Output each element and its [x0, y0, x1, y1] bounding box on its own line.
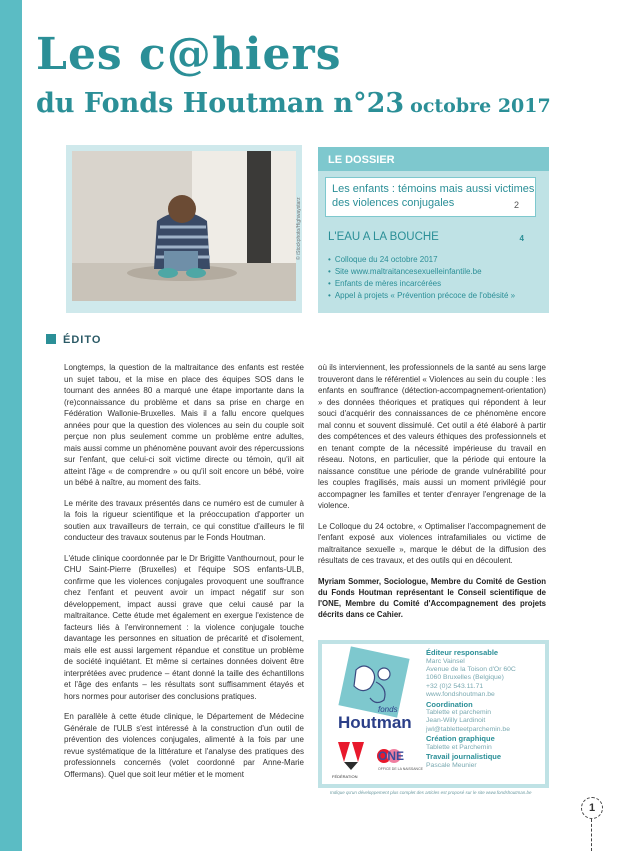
logo-one-text: ONE	[378, 749, 405, 763]
editor-heading: Éditeur responsable	[426, 648, 499, 657]
editor-line: 1060 Bruxelles (Belgique)	[426, 674, 504, 682]
editor-line: Marc Vainsel	[426, 657, 465, 665]
logo-houtman-text: Houtman	[338, 713, 412, 732]
cover-photo-frame	[66, 145, 302, 313]
toc-item[interactable]: • Appel à projets « Prévention précoce de l'obésité »	[328, 290, 543, 302]
credits-box	[318, 640, 549, 788]
edito-signature: Myriam Sommer, Sociologue, Membre du Comité de Gestion du Fonds Houtman représentant le Conseil scientifique de l'ONE, Membre du Comité d'Accompagnement des projets décrits dans ce Cahier.	[318, 576, 546, 619]
editor-website-link[interactable]: www.fondshoutman.be	[426, 691, 495, 699]
credit-text	[426, 648, 546, 770]
cover-photo	[72, 151, 296, 301]
edito-heading	[46, 334, 101, 346]
credits-inner	[322, 644, 545, 784]
toc-items	[328, 254, 543, 302]
journalism-line: Pascale Meunier	[426, 761, 477, 769]
federation-wallonie-bruxelles-logo	[330, 738, 372, 780]
dossier-title: Les enfants : témoins mais aussi victimes des violences conjugales	[332, 183, 535, 209]
coord-line: Tablette et parchemin	[426, 709, 491, 717]
dossier-label: LE DOSSIER	[318, 147, 549, 171]
logo-fed-text: FÉDÉRATION	[332, 774, 358, 779]
graphic-line: Tablette et Parchemin	[426, 743, 492, 751]
issue-date: octobre 2017	[410, 95, 551, 117]
coordination-heading: Coordination	[426, 699, 473, 709]
masthead-title: Les c@hiers	[36, 29, 342, 80]
journalism-heading: Travail journalistique	[426, 752, 502, 762]
left-color-band	[0, 0, 22, 851]
toc-item[interactable]: • Colloque du 24 octobre 2017	[328, 254, 543, 266]
square-bullet-icon	[46, 334, 56, 344]
editor-line: +32 (0)2 543.11.71	[426, 682, 484, 690]
edito-right-column	[318, 362, 546, 629]
editor-line: Avenue de la Toison d'Or 60C	[426, 665, 516, 673]
dossier-entry[interactable]	[325, 177, 536, 217]
fonds-houtman-logo	[326, 648, 416, 734]
one-logo	[374, 744, 423, 778]
paragraph: Longtemps, la question de la maltraitance des enfants est restée un sujet tabou, et la mise en place des équipes SOS dans le tournant des années 80 a marqué une étape importante dans la (re)connaissance du problème et dans sa prise en charge en Fédération Wallonie-Bruxelles. Mais il a fallu encore quelques années pour que la question des violences au sein du couple soit perçue non plus seulement comme un problème entre adultes, mais aussi comme un phénomène pouvant avoir des répercussions sur l'enfant, que celui-ci soit victime directe ou témoin, qu'il ait atteint l'âge « de comprendre » ou qu'il soit encore un bébé, voire un bébé à naître, au moment des faits.	[64, 363, 304, 487]
edito-heading-text: ÉDITO	[63, 334, 102, 346]
footnote: Indique qu'un développement plus complet des articles est proposé sur le site www.fondshoutman.be	[330, 790, 532, 795]
eau-label[interactable]: L'EAU A LA BOUCHE	[328, 231, 439, 243]
paragraph: En parallèle à cette étude clinique, le Département de Médecine Générale de l'ULB s'est intéressé à la construction d'un outil de prévention des violences conjugales, alimenté à la fois par une revue systématique de la littérature et l'analyse des pratiques des professionnels concernés (volet coordonné par Anne-Marie Offermans). Quel que soit leur métier et le moment	[64, 712, 304, 779]
photo-credit: © iStockphoto/Highwaystarz	[296, 197, 302, 260]
table-of-contents	[318, 147, 549, 313]
logo-fonds-text: fonds	[378, 705, 398, 714]
graphic-heading: Création graphique	[426, 734, 495, 744]
paragraph: Le mérite des travaux présentés dans ce numéro est de cumuler à la fois la rigueur scientifique et la préoccupation d'apporter un soutien aux travailleurs de terrain, ce qui constitue d'ailleurs le fil conducteur des travaux soutenus par le Fonds Houtman.	[64, 498, 304, 542]
issue-label: du Fonds Houtman n°23	[36, 88, 405, 119]
toc-item[interactable]: • Site www.maltraitancesexuelleinfantile.be	[328, 266, 543, 278]
dossier-page: 2	[513, 200, 519, 210]
logo-one-subtext: OFFICE DE LA NAISSANCE	[378, 767, 423, 771]
coord-email-link[interactable]: jwl@tabletteetparchemin.be	[426, 725, 510, 733]
paragraph: Le Colloque du 24 octobre, « Optimaliser l'accompagnement de l'enfant exposé aux violences intrafamiliales ou victime de maltraitance sexuelle », marque le début de la diffusion des résultats de ces travaux, et des outils qui en découlent.	[318, 521, 546, 565]
paragraph: où ils interviennent, les professionnels de la santé au sens large trouveront dans le référentiel « Violences au sein du couple : les enfants en souffrance (détection-accompagnement-orientation) » des données théoriques et pratiques qui répondent à leur souci d'acquérir des connaissances de ce phénomène encore mal connu et souvent dissimulé. Cet outil a été élaboré à partir des compétences et des valeurs éthiques des professionnels et en tenant compte de la nécessité impérieuse du travail en réseau. Notons, en particulier, que la période qui entoure la naissance constitue une période de grande vulnérabilité pour les couples fragilisés, mais aussi un moment privilégié pour accompagner les familles et tenter d'enrayer l'engrenage de la violence.	[318, 363, 546, 510]
toc-item[interactable]: • Enfants de mères incarcérées	[328, 278, 543, 290]
page-dash-line	[591, 819, 592, 851]
page-number: 1	[581, 797, 603, 819]
eau-page: 4	[519, 234, 524, 243]
paragraph: L'étude clinique coordonnée par le Dr Brigitte Vanthournout, pour le CHU Saint-Pierre (Bruxelles) et l'équipe SOS enfants-ULB, confirme que les violences conjugales provoquent une souffrance chez l'enfant et peuvent avoir un impact négatif sur son développement, impact aussi grave que celui causé par la maltraitance. Cette étude met également en exergue l'existence de facteurs liés à l'environnement : la violence conjugale touche davantage les personnes en situation de précarité et d'isolement, mais elle est aussi largement répandue et constitue un problème de société inquiétant. Et même si certaines données doivent être interprétées avec prudence – étant donné la taille des échantillons et l'âge des enfants – les résultats sont suffisamment étayés et hors normes pour autoriser des conclusions pratiques.	[64, 553, 304, 701]
edito-left-column	[64, 362, 304, 789]
coord-line: Jean-Willy Lardinoit	[426, 717, 486, 725]
masthead-subtitle	[36, 86, 551, 124]
